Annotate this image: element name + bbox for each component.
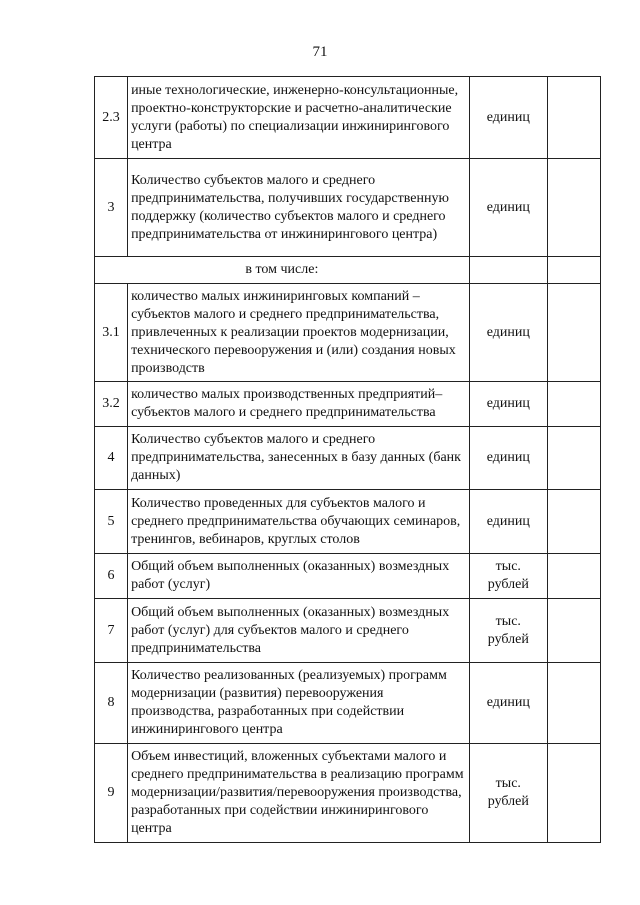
row-value [547,490,600,554]
subheading: в том числе: [95,257,470,284]
row-unit [469,257,547,284]
row-number: 7 [95,599,128,663]
row-value [547,382,600,427]
row-unit [469,663,547,744]
unit-label: единиц [486,513,530,529]
row-value [547,599,600,663]
table-row [95,427,601,490]
row-description: Количество проведенных для субъектов малого и среднего предпринимательства обучающих семинаров, тренингов, вебинаров, круглых столов [128,490,470,554]
row-description: иные технологические, инженерно-консультационные, проектно-конструкторские и расчетно-аналитические услуги (работы) по специализации инжинирингового центра [128,77,470,159]
row-value [547,284,600,382]
unit-label: единиц [486,695,530,710]
row-value [547,663,600,744]
row-unit [469,490,547,554]
page-number: 71 [312,44,328,60]
table-row [95,77,601,159]
unit-label: единиц [486,199,530,215]
row-description: количество малых производственных предприятий– субъектов малого и среднего предпринимательства [128,382,470,427]
unit-label: тыс. рублей [487,559,529,592]
row-number: 3.2 [95,382,128,427]
row-value [547,554,600,599]
row-number: 9 [95,744,128,843]
row-unit [469,77,547,159]
row-description: Количество реализованных (реализуемых) программ модернизации (развития) перевооружения производства, разработанных при содействии инжинирингового центра [128,663,470,744]
row-description: Общий объем выполненных (оказанных) возмездных работ (услуг) [128,554,470,599]
indicators-table [94,76,601,843]
table-row [95,257,601,284]
row-number: 3.1 [95,284,128,382]
unit-label: тыс. рублей [487,776,529,809]
row-value [547,427,600,490]
unit-label: единиц [486,324,530,340]
row-number: 2.3 [95,77,128,159]
row-unit [469,427,547,490]
row-unit [469,159,547,257]
table-row [95,490,601,554]
row-description: Количество субъектов малого и среднего предпринимательства, получивших государственную поддержку (количество субъектов малого и среднего предпринимательства от инжинирингового центра) [128,159,470,257]
row-number: 3 [95,159,128,257]
row-unit [469,554,547,599]
row-description: Общий объем выполненных (оказанных) возмездных работ (услуг) для субъектов малого и среднего предпринимательства [128,599,470,663]
row-value [547,159,600,257]
row-description: Объем инвестиций, вложенных субъектами малого и среднего предпринимательства в реализацию программ модернизации/развития/перевооружения производства, разработанных при содействии инжинирингового центра [128,744,470,843]
unit-label: единиц [486,450,530,465]
table-row [95,663,601,744]
row-value [547,744,600,843]
row-unit [469,284,547,382]
table-row [95,284,601,382]
table-row [95,159,601,257]
row-description: количество малых инжиниринговых компаний – субъектов малого и среднего предпринимательства, привлеченных к реализации проектов модернизации, технического перевооружения и (или) создания новых производств [128,284,470,382]
row-unit [469,744,547,843]
table-row [95,599,601,663]
row-description: Количество субъектов малого и среднего предпринимательства, занесенных в базу данных (банк данных) [128,427,470,490]
row-number: 6 [95,554,128,599]
row-number: 5 [95,490,128,554]
unit-label: тыс. рублей [487,613,529,647]
unit-label: единиц [486,396,530,411]
row-unit [469,599,547,663]
row-number: 4 [95,427,128,490]
row-unit [469,382,547,427]
table-row [95,554,601,599]
unit-label: единиц [486,109,530,125]
table-row [95,382,601,427]
row-number: 8 [95,663,128,744]
table-row [95,744,601,843]
row-value [547,77,600,159]
row-value [547,257,600,284]
